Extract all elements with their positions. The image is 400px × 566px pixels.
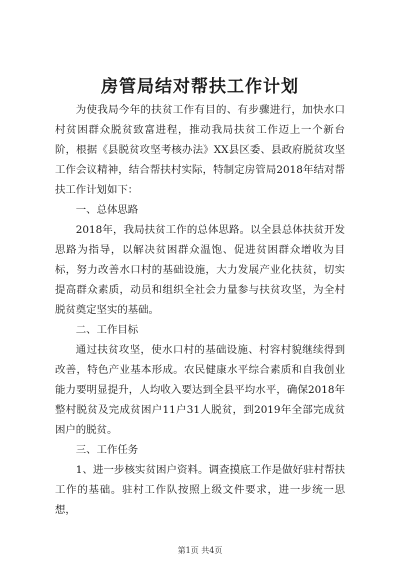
- work-tasks-paragraph: 1、进一步核实贫困户资料。调查摸底工作是做好驻村帮扶工作的基础。驻村工作队按照上级文件要求，进一步统一思想，: [55, 464, 345, 516]
- page-title: 房管局结对帮扶工作计划: [101, 77, 299, 97]
- overall-approach-paragraph: 2018年，我局扶贫工作的总体思路。以全县总体扶贫开发思路为指导，以解决贫困群众温饱、促进贫困群众增收为目标，努力改善水口村的基础设施，大力发展产业化扶贫，切实提高群众素质，动员和组织全社会力量参与扶贫攻坚，为全村脱贫奠定坚实的基础。: [55, 224, 345, 316]
- page-footer: 第1页 共4页: [177, 546, 223, 555]
- intro-paragraph: 为使我局今年的扶贫工作有目的、有步骤进行，加快水口村贫困群众脱贫致富进程，推动我局扶贫工作迈上一个新台阶，根据《县脱贫攻坚考核办法》XX县区委、县政府脱贫攻坚工作会议精神，结合帮扶村实际，特制定房管局2018年结对帮扶工作计划如下：: [55, 104, 345, 196]
- document-body: [55, 100, 345, 520]
- section-heading-overall-approach: 一、总体思路: [75, 204, 139, 216]
- section-heading-work-goals: 二、工作目标: [75, 324, 139, 336]
- section-heading-work-tasks: 三、工作任务: [75, 444, 139, 456]
- work-goals-paragraph: 通过扶贫攻坚，使水口村的基础设施、村容村貌继续得到改善，特色产业基本形成。农民健康水平综合素质和自我创业能力要明显提升，人均收入要达到全县平均水平，确保2018年整村脱贫及完成贫困户11户31人脱贫，到2019年全部完成贫困户的脱贫。: [55, 344, 345, 436]
